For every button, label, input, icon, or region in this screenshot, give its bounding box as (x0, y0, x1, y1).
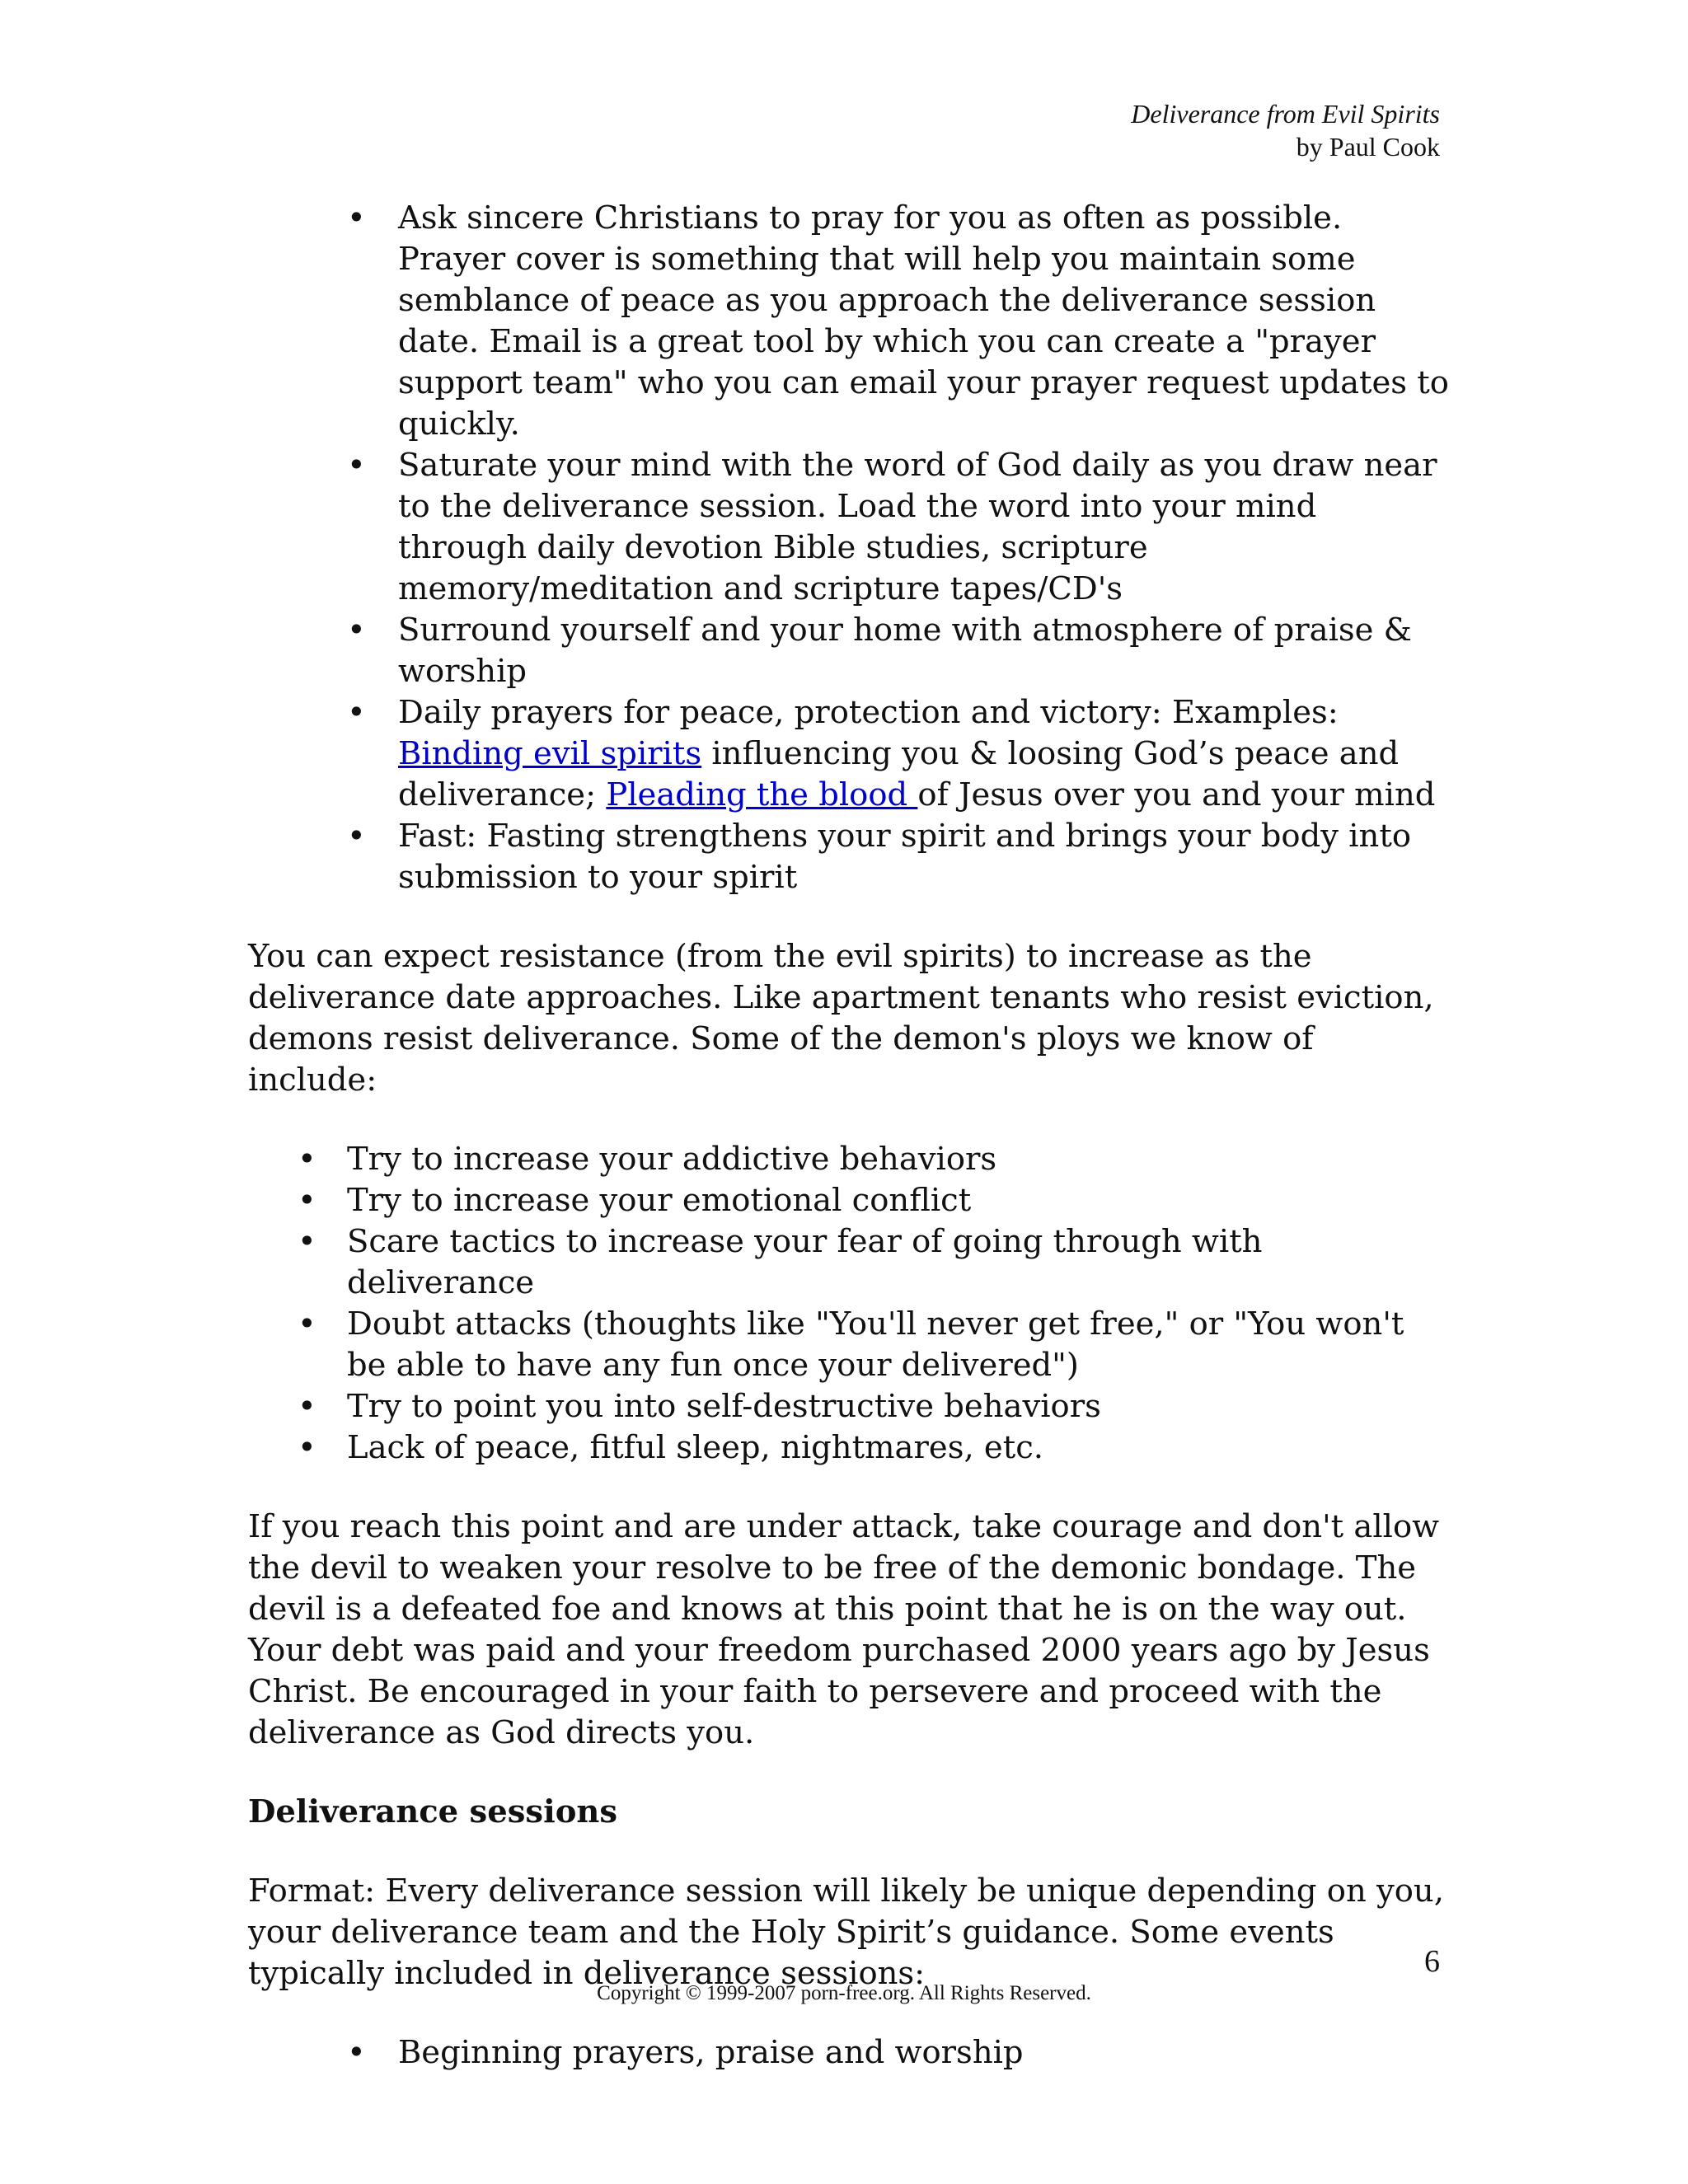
section-heading: Deliverance sessions (248, 1793, 618, 1830)
bullet-icon: • (298, 1182, 316, 1219)
bullet-icon: • (347, 2034, 366, 2071)
page-content (248, 198, 1451, 2074)
list-item: • Doubt attacks (thoughts like "You'll never get free," or "You won't be able to have any fun once your delivered") (298, 1305, 1404, 1384)
bullet-icon: • (298, 1429, 316, 1466)
paragraph-resistance: You can expect resistance (from the evil spirits) to increase as the deliverance date approaches. Like apartment tenants who resist eviction, demons resist deliverance. Some of the demon's ploys we know of include: (248, 938, 1434, 1099)
pleading-the-blood-link[interactable]: Pleading the blood (606, 776, 918, 813)
bullet-icon: • (298, 1305, 316, 1343)
list-item: • Ask sincere Christians to pray for you as often as possible. Prayer cover is something that will help you maintain some semblance of peace as you approach the deliverance session date. Email is a great tool by which you can create a "prayer support team" who you can email your prayer request updates to quickly. (347, 199, 1449, 443)
bullet-icon: • (347, 612, 366, 649)
list-item: • Scare tactics to increase your fear of going through with deliverance (298, 1223, 1263, 1301)
bullet-icon: • (298, 1388, 316, 1425)
list-item: • Daily prayers for peace, protection and victory: Examples: Binding evil spirits influencing you & loosing God’s peace and deliverance; Pleading the blood of Jesus over you and your mind (347, 694, 1436, 813)
bullet-icon: • (347, 199, 366, 237)
list-item: • Lack of peace, fitful sleep, nightmares, etc. (347, 1427, 1451, 1469)
binding-evil-spirits-link[interactable]: Binding evil spirits (398, 735, 702, 772)
bullet-icon: • (347, 694, 366, 731)
list-item: • Fast: Fasting strengthens your spirit and brings your body into submission to your spirit (347, 818, 1411, 896)
list-item: • Saturate your mind with the word of God daily as you draw near to the deliverance session. Load the word into your mind through daily devotion Bible studies, scripture memory/meditation and scripture tapes/CD's (347, 447, 1437, 607)
bullet-icon: • (298, 1223, 316, 1260)
demon-ploys-list (298, 1139, 1451, 1469)
page-number: 6 (1424, 1944, 1440, 1979)
preparation-list (347, 198, 1451, 898)
paragraph-encouragement: If you reach this point and are under attack, take courage and don't allow the devil to weaken your resolve to be free of the demonic bondage. The devil is a defeated foe and knows at this point that he is on the way out. Your debt was paid and your freedom purchased 2000 years ago by Jesus Christ. Be encouraged in your faith to persevere and proceed with the deliverance as God directs you. (248, 1508, 1440, 1751)
copyright-footer: Copyright © 1999-2007 porn-free.org. All Rights Reserved. (597, 1982, 1091, 2004)
document-title: Deliverance from Evil Spirits (1131, 99, 1440, 129)
list-item: • Try to point you into self-destructive behaviors (347, 1386, 1451, 1427)
author-line: by Paul Cook (1296, 132, 1440, 162)
bullet-icon: • (347, 447, 366, 484)
list-item: • Try to increase your addictive behaviors (347, 1139, 1451, 1180)
list-item: • Try to increase your emotional conflict (347, 1180, 1451, 1221)
bullet-icon: • (298, 1141, 316, 1178)
bullet-icon: • (347, 818, 366, 855)
paragraph-format: Format: Every deliverance session will likely be unique depending on you, your deliverance team and the Holy Spirit’s guidance. Some events typically included in deliverance sessions: (248, 1872, 1444, 1992)
list-item: • Surround yourself and your home with atmosphere of praise & worship (347, 612, 1412, 690)
session-events-list (347, 2032, 1451, 2074)
running-header (1131, 97, 1440, 163)
list-item: • Beginning prayers, praise and worship (347, 2032, 1451, 2074)
